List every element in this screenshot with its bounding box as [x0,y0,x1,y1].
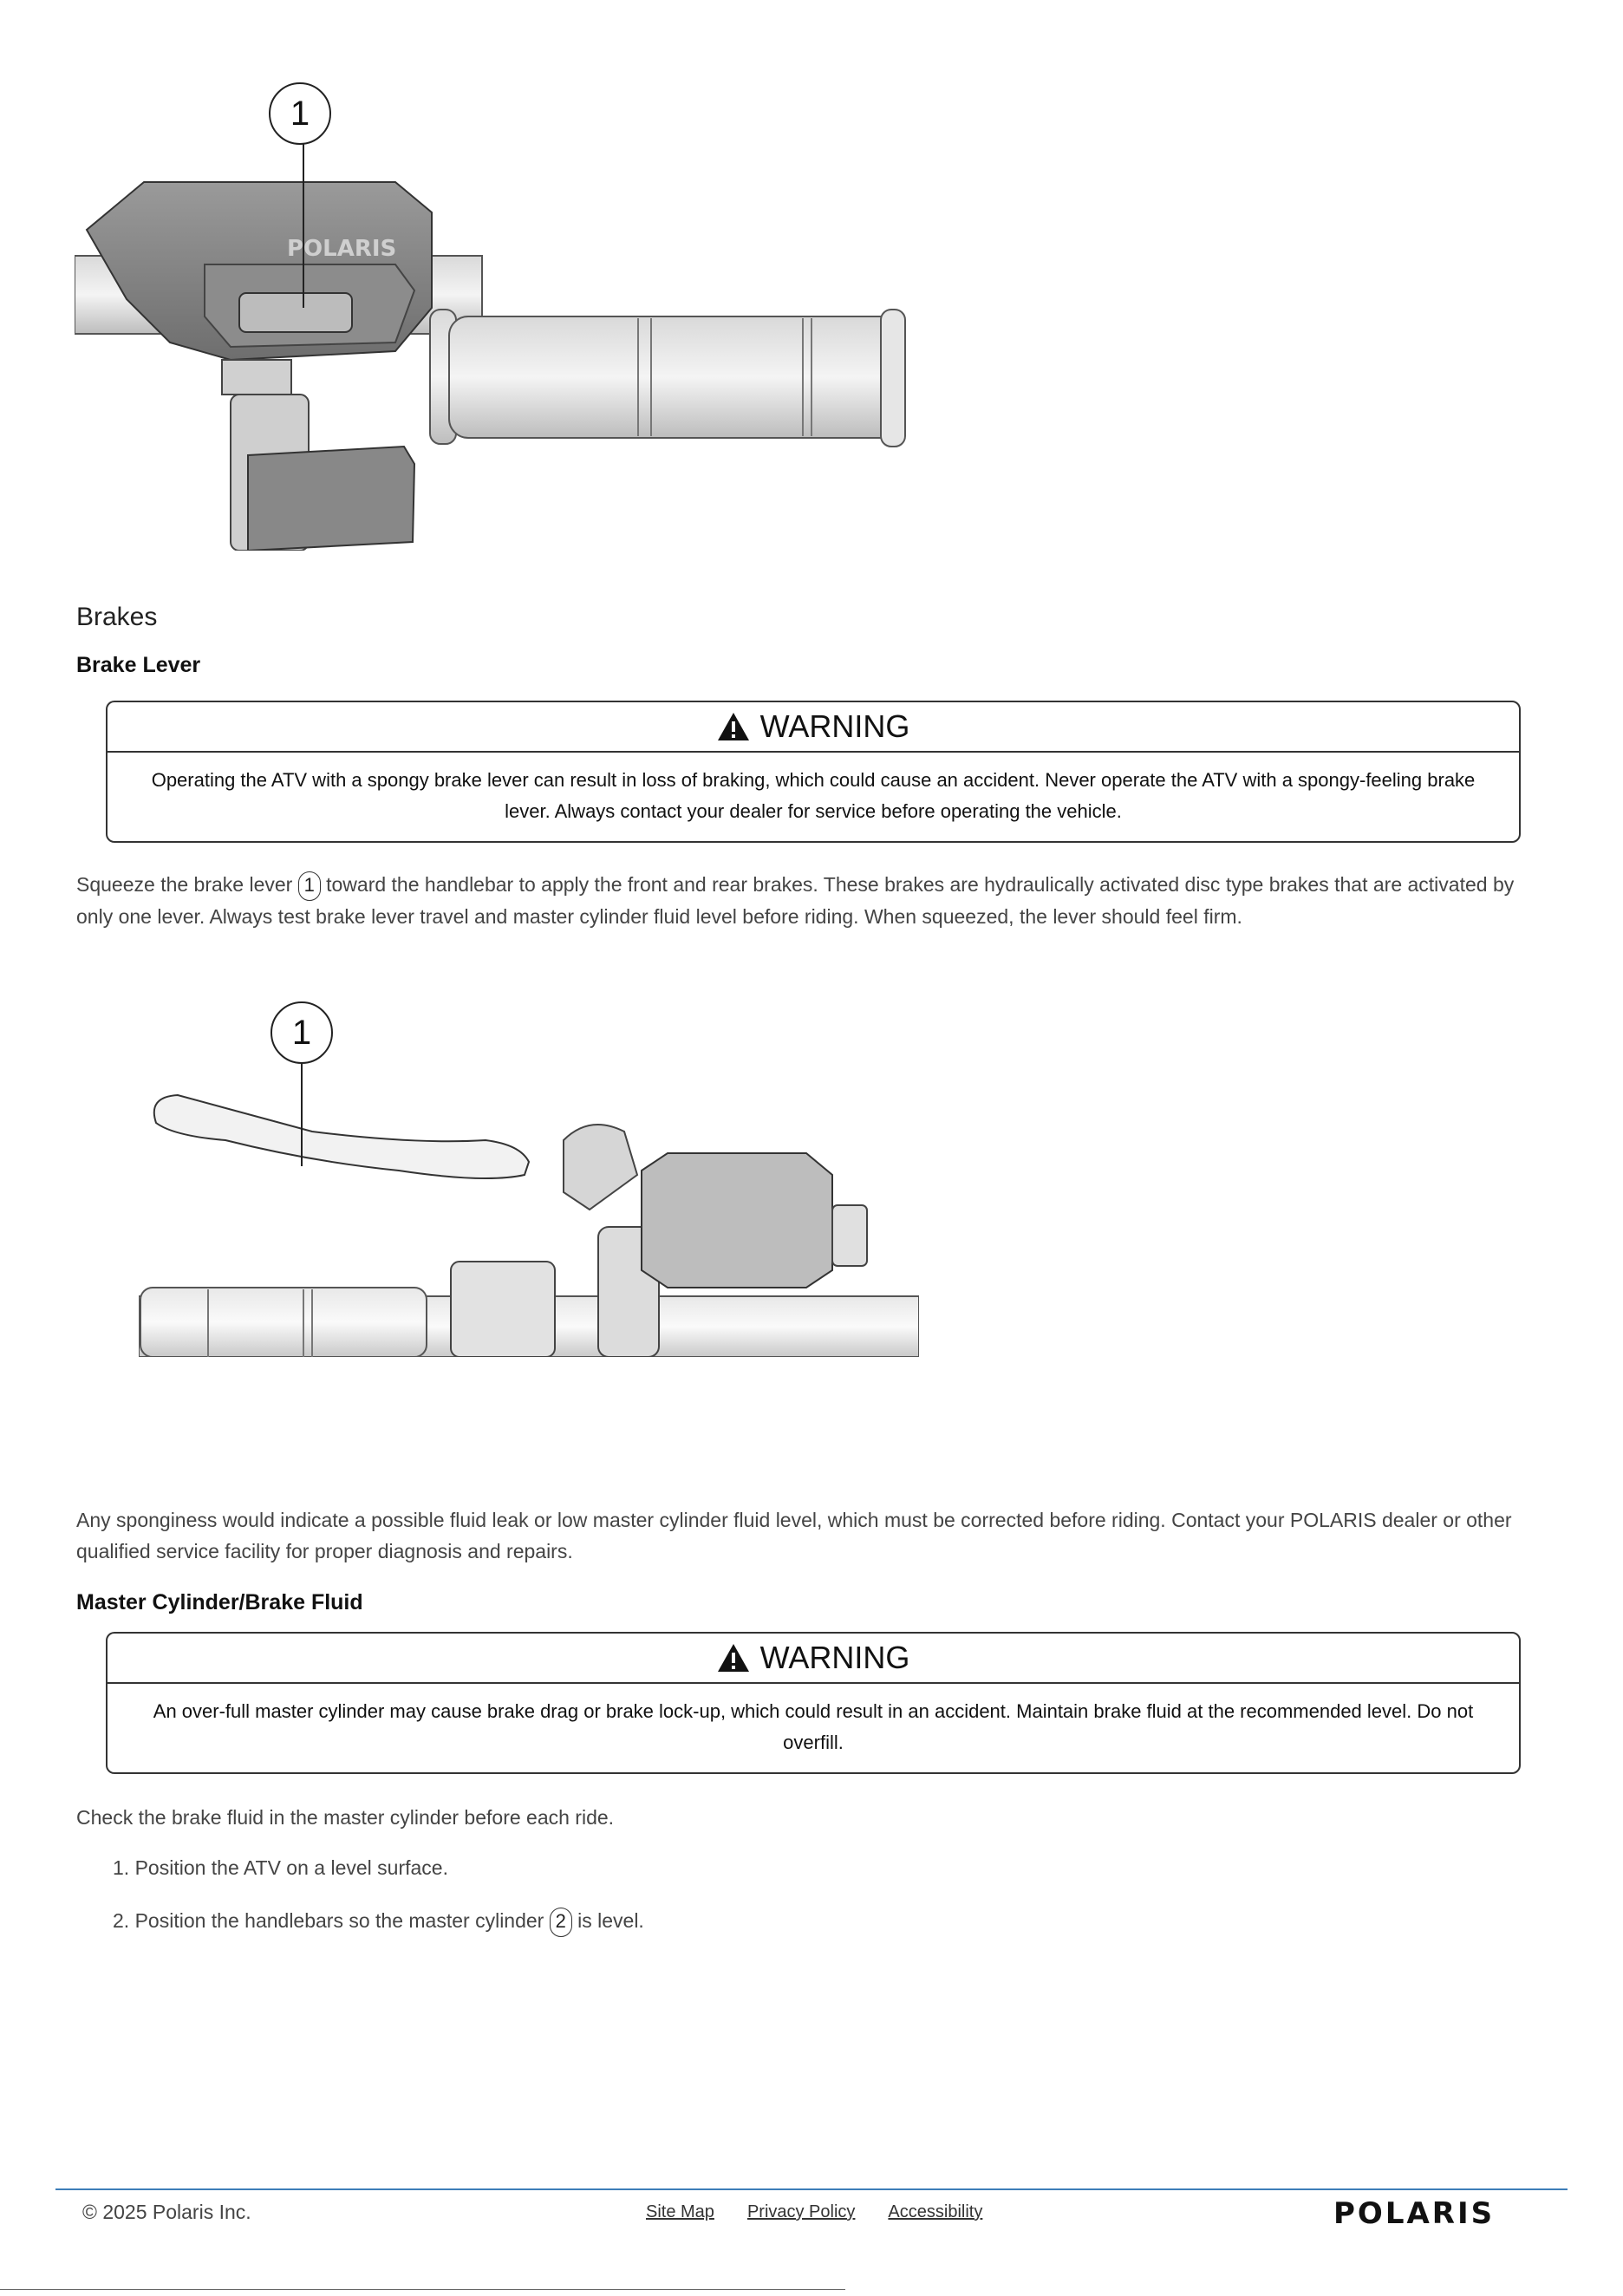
polaris-wordmark-icon [1333,2197,1542,2227]
inline-callout-1: 1 [298,871,321,901]
brake-lever-illustration [139,1010,919,1357]
footer-links [646,2202,982,2222]
para-text-before: Squeeze the brake lever [76,873,293,896]
warning-header [108,1634,1519,1684]
warning-title: WARNING [759,1640,910,1675]
para-text-after: toward the handlebar to apply the front and rear brakes. These brakes are hydraulically activated disc type brakes that are activated by only one lever. Always test brake lever travel and master cylinder fluid level before riding. When squeezed, the lever should feel firm. [76,873,1515,928]
figure-handlebar-controls [75,82,907,551]
section-title: Brakes [76,603,158,631]
step-number: 1. [113,1856,130,1879]
handlebar-controls-illustration [75,82,907,551]
inline-callout-2: 2 [550,1908,572,1937]
svg-text:POLARIS: POLARIS [1333,2197,1496,2227]
brake-lever-paragraph [76,869,1550,932]
step-2 [113,1908,644,1937]
brake-lever-warning [106,701,1521,843]
footer-divider [55,2188,1568,2190]
footer-link-privacy-policy[interactable]: Privacy Policy [746,2202,856,2221]
sponginess-paragraph: Any sponginess would indicate a possible fluid leak or low master cylinder fluid level, which must be corrected before riding. Contact your POLARIS dealer or other qualified service facility for proper diagnosis and repairs. [76,1509,1512,1562]
warning-triangle-icon [717,712,750,741]
warning-text: Operating the ATV with a spongy brake lever can result in loss of braking, which could cause an accident. Never operate the ATV with a spongy-feeling brake lever. Always contact your dealer for service before operating the vehicle. [151,769,1476,822]
step-text: Position the ATV on a level surface. [134,1856,448,1879]
page-bottom-rule [0,2289,845,2290]
step-1 [113,1856,448,1880]
svg-text:POLARIS: POLARIS [287,236,397,262]
polaris-logo[interactable] [1333,2197,1542,2231]
figure-brake-lever [139,1010,919,1357]
brake-lever-heading: Brake Lever [76,653,201,677]
figure2-callout-1: 1 [270,1001,333,1064]
master-cylinder-intro: Check the brake fluid in the master cylinder before each ride. [76,1806,615,1829]
warning-title: WARNING [759,708,910,744]
master-cylinder-warning [106,1632,1521,1774]
warning-triangle-icon [717,1643,750,1673]
warning-text: An over-full master cylinder may cause brake drag or brake lock-up, which could result in an accident. Maintain brake fluid at the recommended level. Do not overfill. [153,1700,1474,1753]
step-text-before: Position the handlebars so the master cylinder [134,1909,544,1933]
footer-link-site-map[interactable]: Site Map [646,2202,714,2221]
footer-copyright: © 2025 Polaris Inc. [82,2201,251,2223]
warning-header [108,702,1519,753]
figure1-callout-1: 1 [269,82,331,145]
step-number: 2. [113,1909,130,1933]
master-cylinder-heading: Master Cylinder/Brake Fluid [76,1590,363,1614]
footer-link-accessibility[interactable]: Accessibility [888,2202,983,2221]
step-text-after: is level. [577,1909,644,1933]
